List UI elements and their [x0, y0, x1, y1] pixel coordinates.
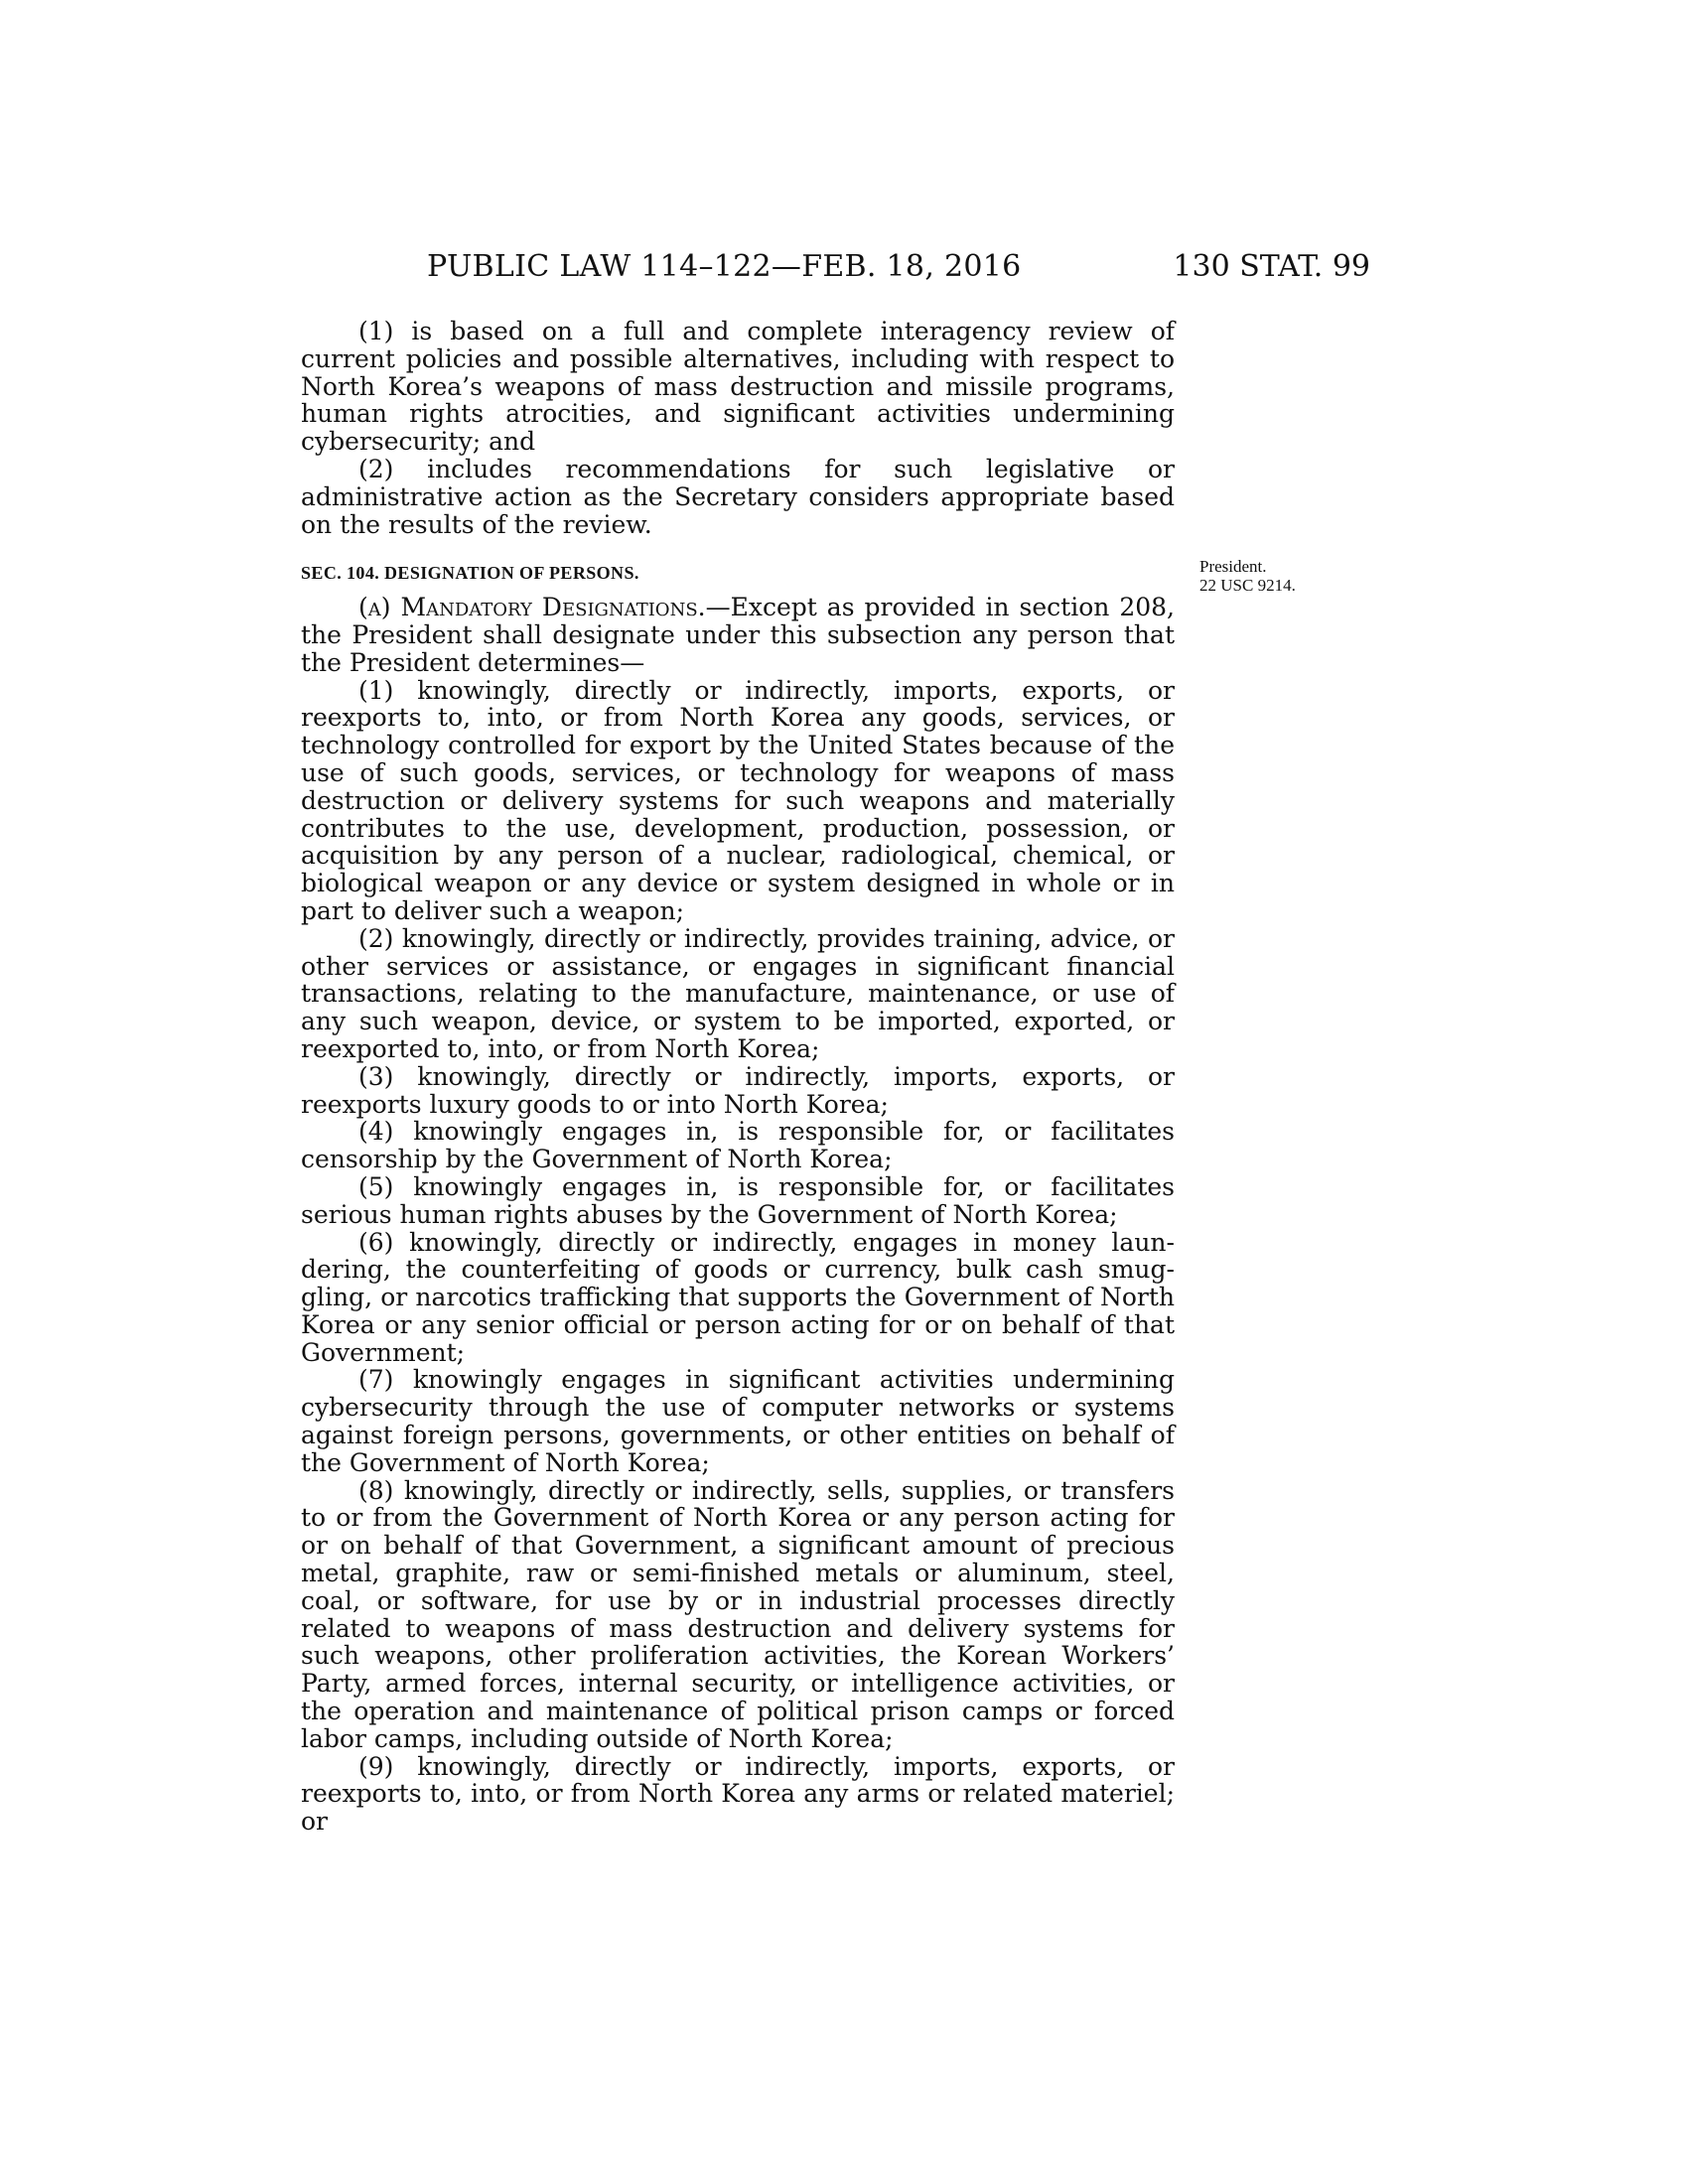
margin-note-president: President.	[1199, 557, 1267, 576]
list-item-3: (3) knowingly, directly or indirectly, imports, exports, or reexports luxury goods to or into North Korea;	[301, 1061, 1175, 1119]
list-item-7: (7) knowingly engages in significant activities undermining cybersecurity through the use of computer networks or systems against foreign persons, governments, or other entities on behalf of the Government of North Korea;	[301, 1365, 1175, 1477]
margin-note-usc-citation: 22 USC 9214.	[1199, 576, 1296, 595]
list-item-5: (5) knowingly engages in, is responsible for, or facilitates serious human rights abuses by the Government of North Korea;	[301, 1171, 1175, 1229]
subsection-a-text: —Except as provided in section 208, the President shall designate under this subsection any person that the President determines—	[301, 593, 1176, 677]
subsection-a	[301, 594, 1175, 676]
list-item-9: (9) knowingly, directly or indirectly, imports, exports, or reexports to, into, or from North Korea any arms or related materiel; or	[301, 1751, 1175, 1837]
list-item-4: (4) knowingly engages in, is responsible for, or facilitates censorship by the Government of North Korea;	[301, 1117, 1175, 1174]
list-item-1: (1) knowingly, directly or indirectly, imports, exports, or reexports to, into, or from North Korea any goods, services, or technology controlled for export by the United States because of the use of such goods, services, or technology for weapons of mass destruction or delivery systems for such weapons and materially contributes to the use, development, production, possession, or acquisition by any person of a nuclear, radiological, chemical, or biological weapon or any device or system designed in whole or in part to deliver such a weapon;	[301, 675, 1175, 925]
list-item-8: (8) knowingly, directly or indirectly, sells, supplies, or transfers to or from the Government of North Korea or any person acting for or on behalf of that Government, a significant amount of precious metal, graphite, raw or semi-finished metals or aluminum, steel, coal, or software, for use by or in industrial processes directly related to weapons of mass destruction and delivery systems for such weapons, other proliferation activities, the Korean Workers’ Party, armed forces, internal security, or intelligence activities, or the operation and maintenance of political prison camps or forced labor camps, including outside of North Korea;	[301, 1475, 1175, 1753]
list-item-6: (6) knowingly, directly or indirectly, engages in money laundering, the counterfeiting of goods or currency, bulk cash smuggling, or narcotics trafficking that supports the Government of North Korea or any senior official or person acting for or on behalf of that Government;	[301, 1227, 1175, 1367]
margin-note	[1199, 557, 1378, 595]
section-heading: SEC. 104. DESIGNATION OF PERSONS.	[301, 563, 639, 584]
page-number: 130 STAT. 99	[1173, 249, 1370, 284]
list-item-2: (2) knowingly, directly or indirectly, provides training, advice, or other services or assistance, or engages in significant financial transactions, relating to the manufacture, maintenance, or use of any such weapon, device, or system to be imported, exported, or reexported to, into, or from North Korea;	[301, 923, 1175, 1063]
intro-item-1: (1) is based on a full and complete interagency review of current policies and possible alternatives, including with respect to North Korea’s weapons of mass destruction and missile programs, human rights atrocities, and significant activities undermining cybersecurity; and	[301, 317, 1175, 457]
subsection-a-label: (a) Mandatory Designations.	[358, 593, 706, 622]
intro-item-2: (2) includes recommendations for such legislative or administrative action as the Secretary considers appropriate based on the results of the review.	[301, 454, 1175, 539]
body-text	[301, 318, 1175, 1836]
page-header-title: PUBLIC LAW 114–122—FEB. 18, 2016	[427, 249, 1022, 284]
